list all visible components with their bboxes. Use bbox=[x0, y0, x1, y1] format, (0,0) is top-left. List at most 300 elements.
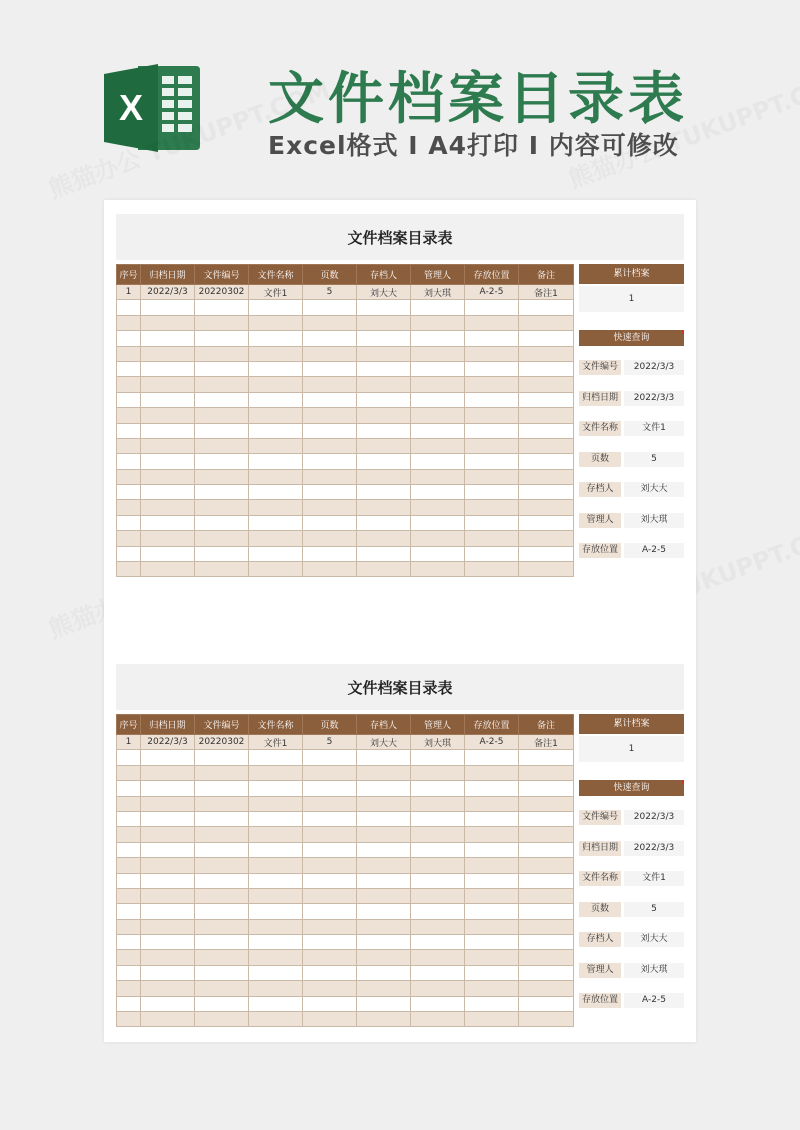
table-cell[interactable] bbox=[195, 750, 249, 765]
table-cell[interactable] bbox=[465, 562, 519, 577]
table-cell[interactable]: 文件1 bbox=[249, 285, 303, 300]
table-cell[interactable] bbox=[249, 315, 303, 330]
table-cell[interactable] bbox=[249, 300, 303, 315]
table-cell[interactable] bbox=[411, 454, 465, 469]
table-cell[interactable] bbox=[195, 842, 249, 857]
table-cell[interactable] bbox=[195, 981, 249, 996]
table-cell[interactable] bbox=[357, 996, 411, 1011]
table-cell[interactable] bbox=[303, 377, 357, 392]
table-cell[interactable] bbox=[195, 950, 249, 965]
table-cell[interactable] bbox=[117, 904, 141, 919]
table-cell[interactable] bbox=[195, 996, 249, 1011]
table-cell[interactable] bbox=[357, 423, 411, 438]
table-cell[interactable] bbox=[195, 438, 249, 453]
table-cell[interactable] bbox=[141, 1012, 195, 1027]
table-cell[interactable] bbox=[519, 469, 574, 484]
table-cell[interactable] bbox=[195, 454, 249, 469]
table-cell[interactable] bbox=[117, 423, 141, 438]
query-field-value[interactable]: A-2-5 bbox=[624, 543, 684, 558]
table-cell[interactable] bbox=[141, 996, 195, 1011]
column-header[interactable]: 文件编号 bbox=[195, 715, 249, 735]
table-cell[interactable] bbox=[357, 796, 411, 811]
table-cell[interactable] bbox=[249, 331, 303, 346]
table-cell[interactable] bbox=[249, 346, 303, 361]
table-cell[interactable] bbox=[141, 935, 195, 950]
table-cell[interactable] bbox=[249, 531, 303, 546]
table-cell[interactable] bbox=[303, 781, 357, 796]
table-cell[interactable] bbox=[195, 377, 249, 392]
table-cell[interactable] bbox=[195, 827, 249, 842]
table-cell[interactable] bbox=[411, 796, 465, 811]
table-cell[interactable]: 刘大大 bbox=[357, 285, 411, 300]
table-cell[interactable] bbox=[465, 346, 519, 361]
table-cell[interactable] bbox=[411, 888, 465, 903]
table-cell[interactable] bbox=[117, 950, 141, 965]
table-cell[interactable] bbox=[117, 796, 141, 811]
table-cell[interactable] bbox=[411, 485, 465, 500]
table-cell[interactable] bbox=[465, 858, 519, 873]
table-cell[interactable] bbox=[303, 392, 357, 407]
table-cell[interactable] bbox=[303, 981, 357, 996]
table-cell[interactable] bbox=[519, 811, 574, 826]
table-cell[interactable] bbox=[195, 315, 249, 330]
table-cell[interactable] bbox=[357, 392, 411, 407]
table-cell[interactable] bbox=[519, 765, 574, 780]
table-cell[interactable] bbox=[249, 408, 303, 423]
table-cell[interactable] bbox=[249, 950, 303, 965]
table-cell[interactable] bbox=[465, 531, 519, 546]
query-field-value[interactable]: 文件1 bbox=[624, 421, 684, 436]
table-cell[interactable] bbox=[411, 873, 465, 888]
table-cell[interactable] bbox=[357, 1012, 411, 1027]
table-cell[interactable] bbox=[465, 546, 519, 561]
table-cell[interactable] bbox=[411, 827, 465, 842]
table-cell[interactable] bbox=[141, 515, 195, 530]
table-cell[interactable] bbox=[357, 469, 411, 484]
table-cell[interactable] bbox=[357, 858, 411, 873]
table-cell[interactable] bbox=[117, 562, 141, 577]
table-cell[interactable] bbox=[357, 485, 411, 500]
table-cell[interactable] bbox=[117, 1012, 141, 1027]
table-cell[interactable] bbox=[357, 331, 411, 346]
table-cell[interactable] bbox=[195, 515, 249, 530]
table-cell[interactable] bbox=[141, 562, 195, 577]
table-cell[interactable] bbox=[195, 781, 249, 796]
table-cell[interactable] bbox=[303, 562, 357, 577]
table-cell[interactable] bbox=[465, 935, 519, 950]
table-cell[interactable] bbox=[303, 858, 357, 873]
table-cell[interactable] bbox=[465, 423, 519, 438]
column-header[interactable]: 归档日期 bbox=[141, 715, 195, 735]
table-cell[interactable] bbox=[117, 392, 141, 407]
table-cell[interactable] bbox=[357, 827, 411, 842]
table-cell[interactable] bbox=[357, 750, 411, 765]
query-field-value[interactable]: 刘大大 bbox=[624, 932, 684, 947]
table-cell[interactable] bbox=[465, 485, 519, 500]
table-cell[interactable] bbox=[519, 796, 574, 811]
table-cell[interactable] bbox=[141, 361, 195, 376]
table-cell[interactable] bbox=[249, 1012, 303, 1027]
table-cell[interactable] bbox=[519, 562, 574, 577]
table-cell[interactable] bbox=[357, 500, 411, 515]
table-cell[interactable] bbox=[249, 562, 303, 577]
table-cell[interactable] bbox=[141, 796, 195, 811]
table-cell[interactable] bbox=[357, 888, 411, 903]
query-field-value[interactable]: 2022/3/3 bbox=[624, 391, 684, 406]
table-cell[interactable] bbox=[195, 331, 249, 346]
table-cell[interactable] bbox=[195, 300, 249, 315]
table-cell[interactable] bbox=[141, 377, 195, 392]
table-cell[interactable] bbox=[117, 500, 141, 515]
table-cell[interactable] bbox=[141, 408, 195, 423]
table-cell[interactable] bbox=[303, 811, 357, 826]
table-cell[interactable] bbox=[519, 919, 574, 934]
table-cell[interactable] bbox=[519, 531, 574, 546]
table-cell[interactable]: 2022/3/3 bbox=[141, 285, 195, 300]
table-cell[interactable] bbox=[195, 919, 249, 934]
table-cell[interactable] bbox=[195, 873, 249, 888]
table-cell[interactable] bbox=[465, 408, 519, 423]
column-header[interactable]: 存档人 bbox=[357, 715, 411, 735]
column-header[interactable]: 存放位置 bbox=[465, 265, 519, 285]
table-cell[interactable] bbox=[519, 904, 574, 919]
table-cell[interactable] bbox=[303, 423, 357, 438]
table-cell[interactable] bbox=[117, 346, 141, 361]
table-cell[interactable] bbox=[195, 858, 249, 873]
table-cell[interactable] bbox=[117, 873, 141, 888]
table-cell[interactable] bbox=[357, 781, 411, 796]
table-cell[interactable] bbox=[465, 392, 519, 407]
table-cell[interactable] bbox=[465, 469, 519, 484]
table-cell[interactable] bbox=[141, 469, 195, 484]
table-cell[interactable] bbox=[117, 781, 141, 796]
table-cell[interactable] bbox=[303, 361, 357, 376]
table-cell[interactable] bbox=[249, 469, 303, 484]
query-field-value[interactable]: A-2-5 bbox=[624, 993, 684, 1008]
table-cell[interactable] bbox=[519, 546, 574, 561]
table-cell[interactable] bbox=[519, 996, 574, 1011]
table-cell[interactable] bbox=[249, 361, 303, 376]
table-cell[interactable] bbox=[357, 300, 411, 315]
table-cell[interactable] bbox=[519, 408, 574, 423]
table-cell[interactable] bbox=[249, 438, 303, 453]
table-cell[interactable] bbox=[411, 500, 465, 515]
table-cell[interactable] bbox=[465, 965, 519, 980]
table-cell[interactable] bbox=[195, 346, 249, 361]
table-cell[interactable] bbox=[411, 531, 465, 546]
table-cell[interactable] bbox=[357, 361, 411, 376]
table-cell[interactable] bbox=[411, 781, 465, 796]
column-header[interactable]: 文件名称 bbox=[249, 715, 303, 735]
column-header[interactable]: 页数 bbox=[303, 265, 357, 285]
table-cell[interactable] bbox=[519, 438, 574, 453]
table-cell[interactable] bbox=[303, 750, 357, 765]
table-cell[interactable] bbox=[303, 796, 357, 811]
table-cell[interactable] bbox=[519, 346, 574, 361]
table-cell[interactable] bbox=[141, 827, 195, 842]
table-cell[interactable] bbox=[303, 765, 357, 780]
table-cell[interactable] bbox=[357, 950, 411, 965]
column-header[interactable]: 归档日期 bbox=[141, 265, 195, 285]
table-cell[interactable] bbox=[141, 888, 195, 903]
table-cell[interactable] bbox=[141, 858, 195, 873]
table-cell[interactable] bbox=[303, 873, 357, 888]
table-cell[interactable] bbox=[117, 935, 141, 950]
table-cell[interactable] bbox=[465, 438, 519, 453]
column-header[interactable]: 存放位置 bbox=[465, 715, 519, 735]
table-cell[interactable] bbox=[249, 873, 303, 888]
table-cell[interactable] bbox=[195, 888, 249, 903]
table-cell[interactable] bbox=[141, 981, 195, 996]
table-cell[interactable] bbox=[357, 438, 411, 453]
table-cell[interactable] bbox=[411, 811, 465, 826]
table-cell[interactable] bbox=[117, 485, 141, 500]
table-cell[interactable] bbox=[141, 531, 195, 546]
table-cell[interactable] bbox=[249, 423, 303, 438]
table-cell[interactable] bbox=[141, 346, 195, 361]
table-cell[interactable] bbox=[249, 392, 303, 407]
table-cell[interactable] bbox=[519, 950, 574, 965]
table-cell[interactable] bbox=[519, 1012, 574, 1027]
table-cell[interactable] bbox=[519, 392, 574, 407]
table-cell[interactable] bbox=[195, 935, 249, 950]
table-cell[interactable] bbox=[195, 796, 249, 811]
table-cell[interactable]: A-2-5 bbox=[465, 735, 519, 750]
table-cell[interactable] bbox=[411, 377, 465, 392]
table-cell[interactable] bbox=[519, 454, 574, 469]
table-cell[interactable] bbox=[465, 750, 519, 765]
table-cell[interactable] bbox=[117, 377, 141, 392]
column-header[interactable]: 管理人 bbox=[411, 715, 465, 735]
column-header[interactable]: 备注 bbox=[519, 265, 574, 285]
table-cell[interactable] bbox=[519, 331, 574, 346]
query-field-value[interactable]: 2022/3/3 bbox=[624, 360, 684, 375]
table-cell[interactable] bbox=[303, 919, 357, 934]
table-cell[interactable] bbox=[411, 300, 465, 315]
table-cell[interactable] bbox=[411, 346, 465, 361]
table-cell[interactable] bbox=[117, 827, 141, 842]
table-cell[interactable] bbox=[117, 888, 141, 903]
table-cell[interactable] bbox=[411, 408, 465, 423]
table-cell[interactable] bbox=[117, 811, 141, 826]
table-cell[interactable] bbox=[519, 858, 574, 873]
table-cell[interactable] bbox=[141, 315, 195, 330]
table-cell[interactable]: 备注1 bbox=[519, 285, 574, 300]
table-cell[interactable] bbox=[465, 888, 519, 903]
table-cell[interactable] bbox=[195, 361, 249, 376]
table-cell[interactable] bbox=[249, 919, 303, 934]
table-cell[interactable] bbox=[357, 765, 411, 780]
table-cell[interactable] bbox=[249, 750, 303, 765]
table-cell[interactable] bbox=[195, 965, 249, 980]
table-cell[interactable] bbox=[411, 438, 465, 453]
column-header[interactable]: 文件名称 bbox=[249, 265, 303, 285]
table-cell[interactable] bbox=[411, 515, 465, 530]
table-cell[interactable] bbox=[117, 965, 141, 980]
table-cell[interactable] bbox=[303, 315, 357, 330]
table-cell[interactable] bbox=[303, 827, 357, 842]
table-cell[interactable] bbox=[195, 423, 249, 438]
table-cell[interactable] bbox=[141, 781, 195, 796]
table-cell[interactable] bbox=[465, 919, 519, 934]
table-cell[interactable] bbox=[303, 300, 357, 315]
table-cell[interactable] bbox=[141, 331, 195, 346]
table-cell[interactable] bbox=[195, 500, 249, 515]
query-field-value[interactable]: 5 bbox=[624, 452, 684, 467]
table-cell[interactable] bbox=[303, 454, 357, 469]
table-cell[interactable] bbox=[141, 904, 195, 919]
table-cell[interactable] bbox=[465, 904, 519, 919]
table-cell[interactable] bbox=[519, 750, 574, 765]
column-header[interactable]: 备注 bbox=[519, 715, 574, 735]
table-cell[interactable] bbox=[465, 515, 519, 530]
table-cell[interactable] bbox=[519, 485, 574, 500]
table-cell[interactable] bbox=[117, 408, 141, 423]
table-cell[interactable] bbox=[195, 546, 249, 561]
table-cell[interactable] bbox=[465, 827, 519, 842]
table-cell[interactable]: 20220302 bbox=[195, 285, 249, 300]
table-cell[interactable] bbox=[465, 765, 519, 780]
table-cell[interactable] bbox=[195, 392, 249, 407]
table-cell[interactable] bbox=[141, 765, 195, 780]
table-cell[interactable] bbox=[249, 965, 303, 980]
table-cell[interactable] bbox=[195, 531, 249, 546]
table-cell[interactable]: 刘大琪 bbox=[411, 735, 465, 750]
table-cell[interactable]: 1 bbox=[117, 735, 141, 750]
table-cell[interactable] bbox=[141, 842, 195, 857]
table-cell[interactable] bbox=[465, 873, 519, 888]
table-cell[interactable] bbox=[117, 546, 141, 561]
table-cell[interactable] bbox=[411, 765, 465, 780]
table-cell[interactable] bbox=[411, 996, 465, 1011]
table-cell[interactable] bbox=[519, 423, 574, 438]
table-cell[interactable] bbox=[303, 546, 357, 561]
table-cell[interactable] bbox=[357, 454, 411, 469]
table-cell[interactable]: 20220302 bbox=[195, 735, 249, 750]
table-cell[interactable] bbox=[249, 904, 303, 919]
table-cell[interactable] bbox=[465, 811, 519, 826]
table-cell[interactable] bbox=[117, 750, 141, 765]
table-cell[interactable] bbox=[519, 873, 574, 888]
table-cell[interactable] bbox=[303, 842, 357, 857]
column-header[interactable]: 存档人 bbox=[357, 265, 411, 285]
table-cell[interactable] bbox=[519, 842, 574, 857]
table-cell[interactable] bbox=[303, 331, 357, 346]
table-cell[interactable] bbox=[303, 904, 357, 919]
table-cell[interactable] bbox=[519, 361, 574, 376]
table-cell[interactable] bbox=[303, 1012, 357, 1027]
table-cell[interactable] bbox=[303, 515, 357, 530]
table-cell[interactable] bbox=[411, 315, 465, 330]
table-cell[interactable] bbox=[141, 392, 195, 407]
table-cell[interactable] bbox=[519, 315, 574, 330]
table-cell[interactable] bbox=[117, 515, 141, 530]
table-cell[interactable] bbox=[303, 500, 357, 515]
table-cell[interactable] bbox=[411, 904, 465, 919]
table-cell[interactable] bbox=[411, 950, 465, 965]
table-cell[interactable] bbox=[249, 842, 303, 857]
table-cell[interactable]: 文件1 bbox=[249, 735, 303, 750]
table-cell[interactable] bbox=[519, 781, 574, 796]
table-cell[interactable] bbox=[195, 485, 249, 500]
table-cell[interactable] bbox=[303, 531, 357, 546]
table-cell[interactable]: 刘大琪 bbox=[411, 285, 465, 300]
table-cell[interactable] bbox=[303, 469, 357, 484]
table-cell[interactable] bbox=[141, 423, 195, 438]
table-cell[interactable] bbox=[411, 469, 465, 484]
table-cell[interactable] bbox=[357, 408, 411, 423]
table-cell[interactable] bbox=[141, 438, 195, 453]
table-cell[interactable] bbox=[357, 873, 411, 888]
table-cell[interactable] bbox=[249, 811, 303, 826]
table-cell[interactable] bbox=[465, 1012, 519, 1027]
table-cell[interactable] bbox=[411, 935, 465, 950]
query-field-value[interactable]: 文件1 bbox=[624, 871, 684, 886]
table-cell[interactable] bbox=[357, 315, 411, 330]
table-cell[interactable] bbox=[357, 904, 411, 919]
column-header[interactable]: 序号 bbox=[117, 715, 141, 735]
table-cell[interactable] bbox=[195, 408, 249, 423]
table-cell[interactable] bbox=[465, 981, 519, 996]
table-cell[interactable] bbox=[465, 454, 519, 469]
query-field-value[interactable]: 刘大琪 bbox=[624, 513, 684, 528]
table-cell[interactable]: 5 bbox=[303, 735, 357, 750]
table-cell[interactable] bbox=[195, 765, 249, 780]
table-cell[interactable] bbox=[249, 781, 303, 796]
table-cell[interactable] bbox=[249, 888, 303, 903]
table-cell[interactable] bbox=[357, 377, 411, 392]
table-cell[interactable] bbox=[117, 438, 141, 453]
table-cell[interactable] bbox=[411, 562, 465, 577]
table-cell[interactable] bbox=[411, 361, 465, 376]
table-cell[interactable] bbox=[465, 796, 519, 811]
table-cell[interactable] bbox=[519, 888, 574, 903]
table-cell[interactable]: 1 bbox=[117, 285, 141, 300]
table-cell[interactable] bbox=[303, 965, 357, 980]
table-cell[interactable] bbox=[411, 750, 465, 765]
table-cell[interactable] bbox=[117, 361, 141, 376]
table-cell[interactable] bbox=[411, 331, 465, 346]
table-cell[interactable] bbox=[249, 515, 303, 530]
table-cell[interactable] bbox=[141, 546, 195, 561]
table-cell[interactable] bbox=[117, 315, 141, 330]
table-cell[interactable] bbox=[465, 361, 519, 376]
table-cell[interactable] bbox=[465, 842, 519, 857]
table-cell[interactable] bbox=[465, 500, 519, 515]
table-cell[interactable] bbox=[249, 796, 303, 811]
column-header[interactable]: 序号 bbox=[117, 265, 141, 285]
table-cell[interactable] bbox=[117, 981, 141, 996]
table-cell[interactable] bbox=[519, 827, 574, 842]
table-cell[interactable] bbox=[141, 750, 195, 765]
table-cell[interactable] bbox=[249, 765, 303, 780]
table-cell[interactable] bbox=[141, 950, 195, 965]
table-cell[interactable] bbox=[249, 981, 303, 996]
table-cell[interactable] bbox=[249, 935, 303, 950]
table-cell[interactable] bbox=[141, 873, 195, 888]
table-cell[interactable] bbox=[357, 842, 411, 857]
table-cell[interactable] bbox=[249, 377, 303, 392]
table-cell[interactable] bbox=[117, 858, 141, 873]
table-cell[interactable] bbox=[303, 346, 357, 361]
table-cell[interactable]: A-2-5 bbox=[465, 285, 519, 300]
table-cell[interactable] bbox=[117, 300, 141, 315]
table-cell[interactable] bbox=[357, 531, 411, 546]
table-cell[interactable] bbox=[249, 858, 303, 873]
table-cell[interactable] bbox=[357, 562, 411, 577]
column-header[interactable]: 页数 bbox=[303, 715, 357, 735]
table-cell[interactable] bbox=[303, 408, 357, 423]
